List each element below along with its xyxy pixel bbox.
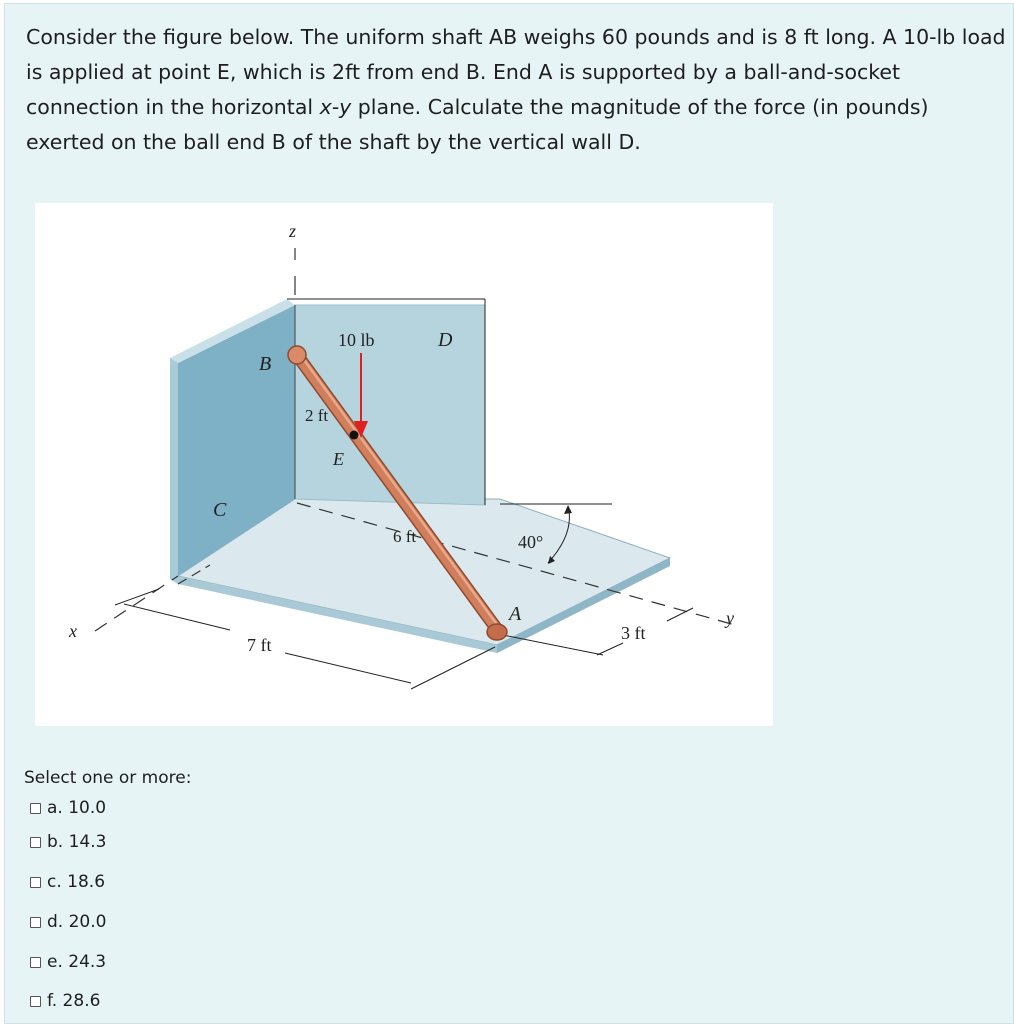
- wall-d-label: D: [438, 329, 453, 351]
- dim-2ft-label: 2 ft: [305, 406, 329, 425]
- angle-arc-arrow-top: [564, 505, 572, 514]
- x-axis-dashed: [95, 576, 178, 631]
- option-c[interactable]: [30, 870, 105, 894]
- checkbox-c[interactable]: [30, 877, 41, 888]
- option-d[interactable]: [30, 910, 106, 934]
- option-b[interactable]: [30, 830, 106, 854]
- z-axis-label: z: [289, 221, 297, 241]
- angle-label: 40°: [518, 532, 544, 552]
- checkbox-e[interactable]: [30, 957, 41, 968]
- dim-7ft-line-b: [285, 653, 411, 683]
- x-axis-label: x: [69, 621, 77, 641]
- figure-drawing: [35, 203, 773, 726]
- ball-end-b: [288, 346, 306, 364]
- option-c-label: c. 18.6: [47, 872, 106, 892]
- dim-7ft-extension-right: [411, 647, 495, 689]
- option-b-label: b. 14.3: [47, 832, 107, 852]
- dim-6ft-label: 6 ft: [393, 527, 417, 546]
- dim-7ft-label: 7 ft: [247, 635, 272, 655]
- option-a[interactable]: [30, 796, 106, 820]
- option-f[interactable]: [30, 989, 100, 1013]
- option-a-label: a. 10.0: [47, 798, 107, 818]
- question-text-xy: x-y: [319, 95, 352, 119]
- select-prompt: Select one or more:: [24, 768, 192, 788]
- point-b-label: B: [259, 353, 272, 375]
- option-e[interactable]: [30, 950, 106, 974]
- question-text: [26, 20, 1006, 160]
- dim-7ft-line-a: [124, 604, 230, 630]
- checkbox-f[interactable]: [30, 996, 41, 1007]
- dim-3ft-label: 3 ft: [621, 623, 646, 643]
- checkbox-a[interactable]: [30, 803, 41, 814]
- point-e-marker: [350, 431, 359, 440]
- question-text-part2: plane. Calculate the magnitude of the force (in pounds) exerted on the ball end B of the shaft by the vertical wall D.: [26, 95, 929, 154]
- option-e-label: e. 24.3: [47, 952, 107, 972]
- ball-end-a: [487, 624, 507, 640]
- checkbox-d[interactable]: [30, 917, 41, 928]
- checkbox-b[interactable]: [30, 837, 41, 848]
- option-f-label: f. 28.6: [47, 991, 101, 1011]
- point-e-label: E: [333, 449, 344, 469]
- dim-3ft-line: [597, 643, 623, 655]
- load-label: 10 lb: [338, 330, 375, 350]
- wall-c-edge-front: [170, 358, 178, 584]
- point-a-label: A: [509, 603, 522, 625]
- wall-c-label: C: [213, 499, 227, 521]
- y-axis-label: y: [726, 608, 734, 628]
- dim-3ft-extension: [503, 635, 603, 655]
- question-text-part1: Consider the figure below. The uniform shaft AB weighs 60 pounds and is 8 ft long. A 10-lb load is applied at point E, which is 2ft from end B. End A is supported by a ball-and-socket connection in the horizontal: [26, 25, 1006, 119]
- shaft-figure: [35, 203, 773, 726]
- option-d-label: d. 20.0: [47, 912, 107, 932]
